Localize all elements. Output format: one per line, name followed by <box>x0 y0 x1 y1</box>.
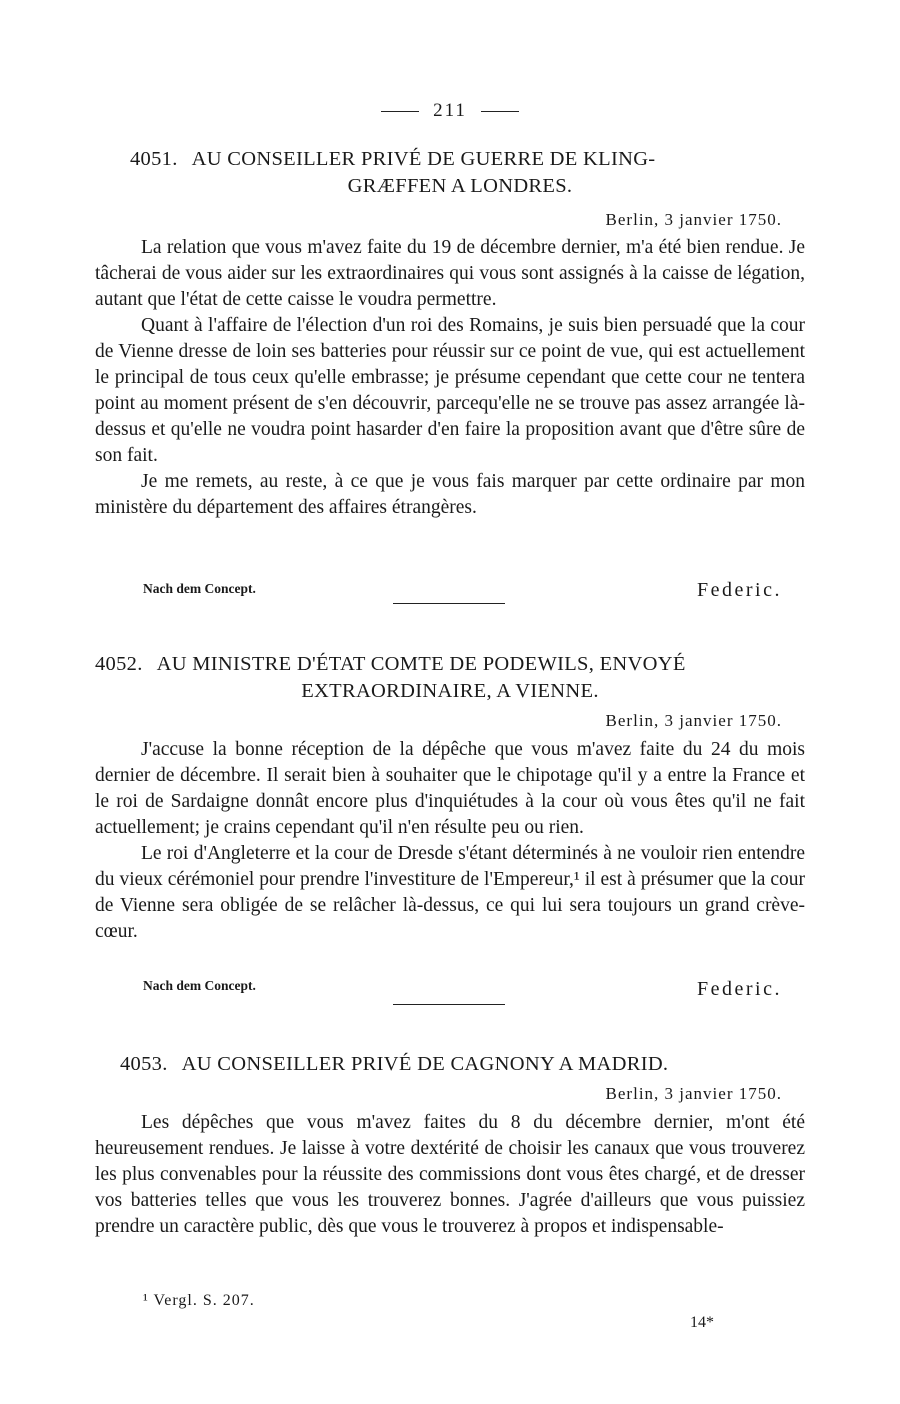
header-dash-left <box>381 111 419 112</box>
letter-4052-signature: Federic. <box>697 978 782 1000</box>
title-line-1: AU MINISTRE D'ÉTAT COMTE DE PODEWILS, ENVOYÉ <box>156 653 686 675</box>
paragraph: J'accuse la bonne réception de la dépêche que vous m'avez faite du 24 du mois dernier de décembre. Il serait bien à souhaiter que le chipotage qu'il y a entre la France et le roi de Sardaigne donnât encore plus d'inquiétudes à la cour où vous êtes qu'il ne fait actuellement; je crains cependant qu'il n'en résulte peu ou rien. <box>95 739 805 838</box>
section-divider <box>393 603 505 604</box>
paragraph: Le roi d'Angleterre et la cour de Dresde s'étant déterminés à ne vouloir rien entendre du vieux cérémoniel pour prendre l'investiture de l'Empereur,¹ il est à présumer que la cour de Vienne sera obligée de se relâcher là-dessus, ce qui lui sera toujours un grand crève-cœur. <box>95 843 805 942</box>
letter-4052-title <box>95 651 805 705</box>
page-header <box>0 100 900 122</box>
title-line-2: GRÆFFEN A LONDRES. <box>347 175 573 197</box>
letter-4051-source: Nach dem Concept. <box>143 581 256 596</box>
title-line-1: AU CONSEILLER PRIVÉ DE GUERRE DE KLING- <box>191 148 656 170</box>
header-dash-right <box>481 111 519 112</box>
page-number: 211 <box>433 100 467 121</box>
paragraph: Je me remets, au reste, à ce que je vous fais marquer par cette ordinaire par mon ministère du département des affaires étrangères. <box>95 471 805 518</box>
letter-4051-body <box>95 235 805 521</box>
paragraph: La relation que vous m'avez faite du 19 de décembre dernier, m'a été bien rendue. Je tâcherai de vous aider sur les extraordinaires qui vous sont assignés à la caisse de légation, autant que l'état de cette caisse le voudra permettre. <box>95 237 805 310</box>
letter-4051-title <box>130 146 790 200</box>
title-line-2: EXTRAORDINAIRE, A VIENNE. <box>301 680 599 702</box>
letter-4052-body <box>95 737 805 945</box>
letter-4053-title <box>120 1051 780 1078</box>
letter-number: 4051. <box>130 148 178 170</box>
section-divider <box>393 1004 505 1005</box>
paragraph: Quant à l'affaire de l'élection d'un roi des Romains, je suis bien persuadé que la cour de Vienne dresse de loin ses batteries pour réussir sur ce point de vue, qui est actuellement le principal de tous ceux qu'elle embrasse; je présume cependant que cette cour ne tentera point au moment présent de s'en découvrir, parcequ'elle ne se trouve pas assez arrangée là-dessus et qu'elle ne voudra point hasarder d'en faire la proposition avant que d'être sûre de son fait. <box>95 315 805 466</box>
letter-number: 4053. <box>120 1053 168 1075</box>
letter-4052-date: Berlin, 3 janvier 1750. <box>605 711 782 730</box>
signature-mark: 14* <box>690 1314 714 1331</box>
paragraph: Les dépêches que vous m'avez faites du 8 du décembre dernier, m'ont été heureusement rendues. Je laisse à votre dextérité de choisir les canaux que vous trouverez les plus convenables pour la réussite des commissions dont vous êtes chargé, et de dresser vos batteries telles que vous les trouverez bonnes. J'agrée d'ailleurs que vous puissiez prendre un caractère public, dès que vous le trouverez à propos et indispensable- <box>95 1112 805 1237</box>
title-line-1: AU CONSEILLER PRIVÉ DE CAGNONY A MADRID. <box>181 1053 669 1075</box>
letter-4051-date: Berlin, 3 janvier 1750. <box>605 210 782 229</box>
letter-4053-date: Berlin, 3 janvier 1750. <box>605 1084 782 1103</box>
letter-4051-signature: Federic. <box>697 579 782 601</box>
footnote: ¹ Vergl. S. 207. <box>143 1292 255 1309</box>
letter-4052-source: Nach dem Concept. <box>143 978 256 993</box>
letter-number: 4052. <box>95 653 143 675</box>
letter-4053-body <box>95 1110 805 1240</box>
